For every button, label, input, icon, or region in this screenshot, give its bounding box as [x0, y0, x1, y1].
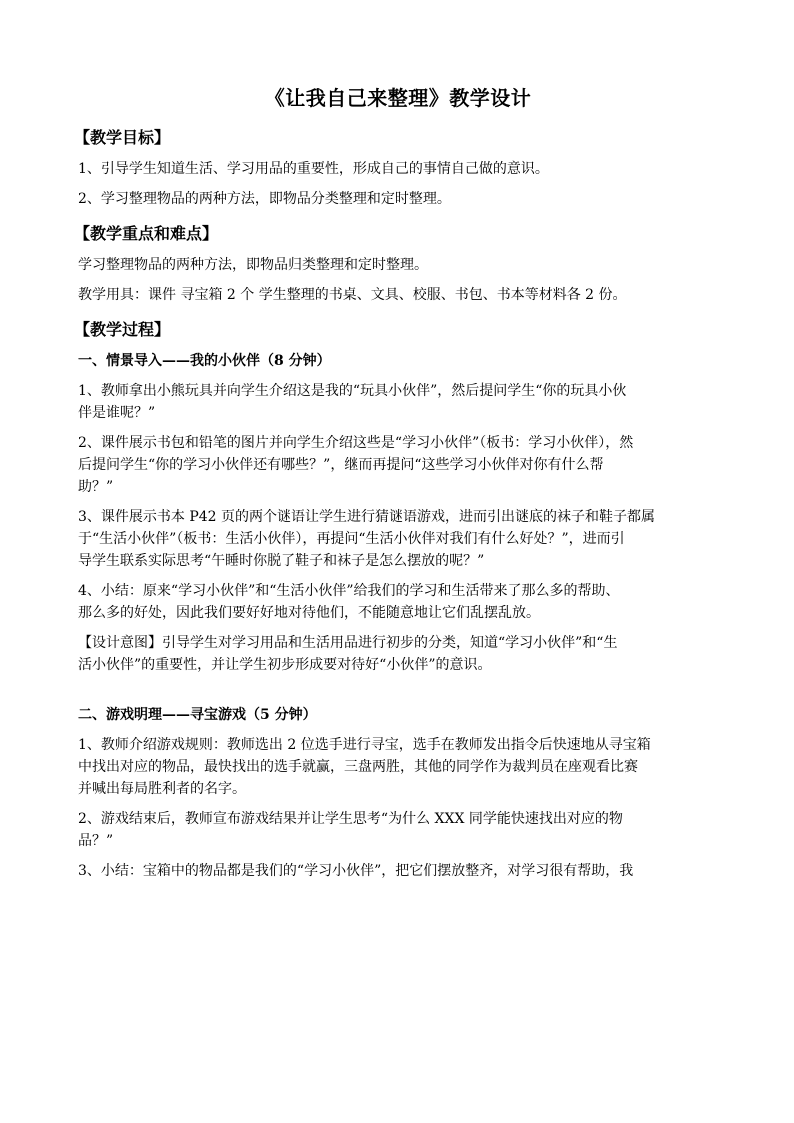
document-page	[74, 84, 718, 890]
part2-heading: 二、游戏明理——寻宝游戏（5 分钟）	[78, 707, 317, 723]
text-line: 后提问学生“你的学习小伙伴还有哪些？”，继而再提问“这些学习小伙伴对你有什么帮	[78, 457, 604, 473]
design-intent-1	[78, 632, 718, 676]
part2-item-1	[78, 734, 718, 800]
process-heading: 【教学过程】	[74, 320, 171, 339]
document-title: 《让我自己来整理》教学设计	[264, 86, 532, 110]
objective-item-1: 1、引导学生知道生活、学习用品的重要性，形成自己的事情自己做的意识。	[78, 161, 549, 177]
objective-item-2: 2、学习整理物品的两种方法，即物品分类整理和定时整理。	[78, 191, 451, 207]
text-line: 【设计意图】引导学生对学习用品和生活用品进行初步的分类，知道“学习小伙伴”和“生	[78, 635, 618, 651]
part2-item-2	[78, 808, 718, 852]
text-line: 中找出对应的物品，最快找出的选手就赢，三盘两胜，其他的同学作为裁判员在座观看比赛	[78, 759, 638, 775]
text-line: 伴是谁呢？”	[78, 405, 156, 421]
text-line: 4、小结：原来“学习小伙伴”和“生活小伙伴”给我们的学习和生活带来了那么多的帮助、	[78, 583, 620, 599]
text-line: 1、教师拿出小熊玩具并向学生介绍这是我的“玩具小伙伴”，然后提问学生“你的玩具小伙	[78, 383, 627, 399]
objectives-heading: 【教学目标】	[74, 128, 171, 147]
text-line: 3、课件展示书本 P42 页的两个谜语让学生进行猜谜语游戏，进而引出谜底的袜子和鞋子都属	[78, 509, 656, 525]
teaching-tools-text: 教学用具：课件 寻宝箱 2 个 学生整理的书桌、文具、校服、书包、书本等材料各 2 份。	[78, 287, 627, 303]
part1-item-2	[78, 432, 718, 498]
part1-item-4	[78, 580, 718, 624]
key-points-heading: 【教学重点和难点】	[74, 224, 219, 243]
text-line: 1、教师介绍游戏规则：教师选出 2 位选手进行寻宝，选手在教师发出指令后快速地从寻宝箱	[78, 737, 651, 753]
text-line: 品？”	[78, 833, 114, 849]
key-points-text: 学习整理物品的两种方法，即物品归类整理和定时整理。	[78, 257, 428, 273]
part1-item-3	[78, 506, 718, 572]
part1-heading: 一、情景导入——我的小伙伴（8 分钟）	[78, 353, 331, 369]
text-line: 于“生活小伙伴”（板书：生活小伙伴），再提问“生活小伙伴对我们有什么好处？”，进而引	[78, 531, 625, 547]
text-line: 助？”	[78, 479, 114, 495]
text-line: 2、游戏结束后，教师宣布游戏结果并让学生思考“为什么 XXX 同学能快速找出对应的物	[78, 811, 623, 827]
text-line: 导学生联系实际思考“午睡时你脱了鞋子和袜子是怎么摆放的呢？”	[78, 553, 485, 569]
part1-item-1	[78, 380, 718, 424]
text-line: 那么多的好处，因此我们要好好地对待他们，不能随意地让它们乱摆乱放。	[78, 605, 540, 621]
part2-item-3	[78, 860, 718, 882]
text-line: 2、课件展示书包和铅笔的图片并向学生介绍这些是“学习小伙伴”（板书：学习小伙伴），然	[78, 435, 634, 451]
text-line: 并喊出每局胜利者的名字。	[78, 781, 246, 797]
text-line: 活小伙伴”的重要性，并让学生初步形成要对待好“小伙伴”的意识。	[78, 657, 492, 673]
text-line: 3、小结：宝箱中的物品都是我们的“学习小伙伴”，把它们摆放整齐，对学习很有帮助，我	[78, 863, 634, 879]
